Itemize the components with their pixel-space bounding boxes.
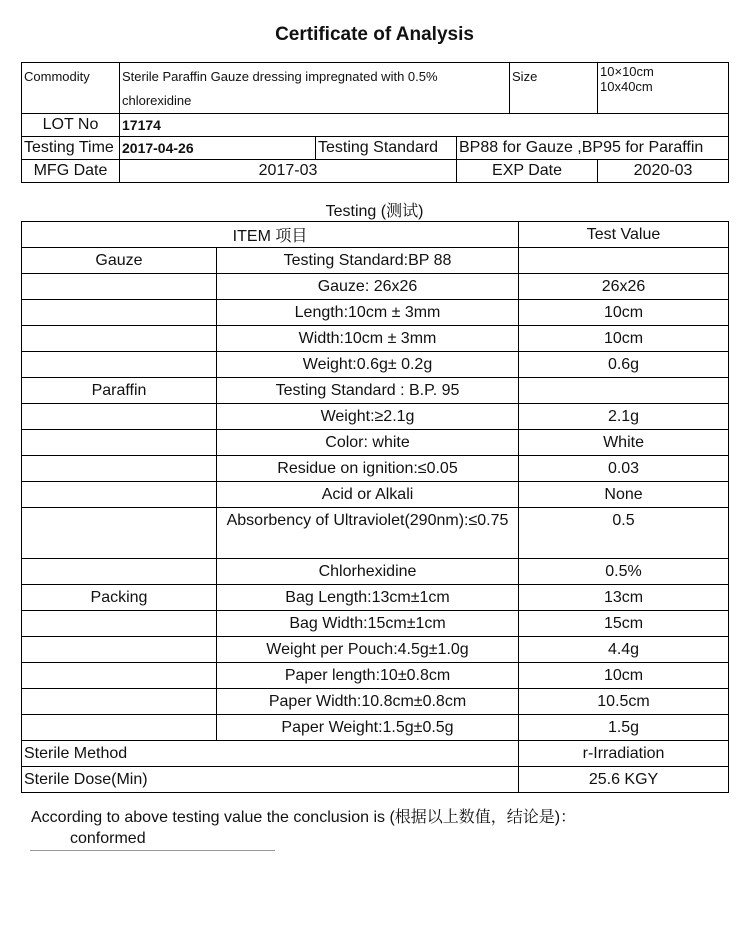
- size-label: Size: [510, 63, 598, 114]
- table-row: [22, 559, 729, 585]
- row-item-cell: Weight:≥2.1g: [217, 404, 519, 430]
- row-item-cell: Acid or Alkali: [217, 482, 519, 508]
- table-row: [22, 300, 729, 326]
- row-value-cell: 13cm: [519, 585, 729, 611]
- row-value-cell: 15cm: [519, 611, 729, 637]
- row-group-cell: [22, 637, 217, 663]
- row-item-cell: Testing Standard:BP 88: [217, 248, 519, 274]
- row-group-cell: Paraffin: [22, 378, 217, 404]
- row-item-cell: Color: white: [217, 430, 519, 456]
- row-value-cell: 0.6g: [519, 352, 729, 378]
- sterile-dose-label: Sterile Dose(Min): [22, 767, 519, 793]
- row-item-cell: Absorbency of Ultraviolet(290nm):≤0.75: [217, 508, 519, 559]
- row-value-cell: 2.1g: [519, 404, 729, 430]
- lot-value: 17174: [120, 114, 729, 137]
- row-value-cell: 10cm: [519, 326, 729, 352]
- testing-heading: Testing (测试): [325, 203, 424, 220]
- row-item-cell: Length:10cm ± 3mm: [217, 300, 519, 326]
- testing-time-value: 2017-04-26: [120, 137, 316, 160]
- testing-standard-label: Testing Standard: [316, 137, 457, 160]
- table-row: [22, 637, 729, 663]
- row-item-cell: Gauze: 26x26: [217, 274, 519, 300]
- row-item-cell: Paper Width:10.8cm±0.8cm: [217, 689, 519, 715]
- row-group-cell: [22, 430, 217, 456]
- table-row: [22, 663, 729, 689]
- mfg-date-value: 2017-03: [120, 160, 457, 183]
- row-item-cell: Paper Weight:1.5g±0.5g: [217, 715, 519, 741]
- table-row: [22, 715, 729, 741]
- row-group-cell: [22, 274, 217, 300]
- size-value-2: 10x40cm: [600, 79, 653, 94]
- table-row: [22, 378, 729, 404]
- table-row: [22, 430, 729, 456]
- row-item-cell: Width:10cm ± 3mm: [217, 326, 519, 352]
- row-item-cell: Weight per Pouch:4.5g±1.0g: [217, 637, 519, 663]
- table-row: [22, 456, 729, 482]
- row-value-cell: [519, 378, 729, 404]
- row-value-cell: [519, 248, 729, 274]
- document-title: Certificate of Analysis: [275, 24, 474, 45]
- row-group-cell: [22, 508, 217, 559]
- table-row: [22, 689, 729, 715]
- row-value-cell: 26x26: [519, 274, 729, 300]
- row-group-cell: [22, 559, 217, 585]
- row-value-cell: None: [519, 482, 729, 508]
- row-item-cell: Testing Standard : B.P. 95: [217, 378, 519, 404]
- row-group-cell: [22, 326, 217, 352]
- table-row: [22, 404, 729, 430]
- table-row: [22, 352, 729, 378]
- row-value-cell: 1.5g: [519, 715, 729, 741]
- commodity-label: Commodity: [22, 63, 120, 114]
- mfg-date-label: MFG Date: [22, 160, 120, 183]
- row-group-cell: [22, 404, 217, 430]
- conclusion-statement: According to above testing value the conclusion is (根据以上数值，结论是)：: [31, 809, 577, 826]
- row-group-cell: [22, 663, 217, 689]
- row-group-cell: Packing: [22, 585, 217, 611]
- row-item-cell: Residue on ignition:≤0.05: [217, 456, 519, 482]
- row-value-cell: 10.5cm: [519, 689, 729, 715]
- commodity-value: Sterile Paraffin Gauze dressing impregnated with 0.5% chlorexidine: [120, 63, 510, 114]
- row-item-cell: Bag Length:13cm±1cm: [217, 585, 519, 611]
- size-value-1: 10×10cm: [600, 64, 654, 79]
- row-group-cell: [22, 482, 217, 508]
- row-value-cell: 4.4g: [519, 637, 729, 663]
- test-results-table: [21, 221, 729, 793]
- exp-date-label: EXP Date: [457, 160, 598, 183]
- sterile-dose-value: 25.6 KGY: [519, 767, 729, 793]
- lot-label: LOT No: [22, 114, 120, 137]
- exp-date-value: 2020-03: [598, 160, 729, 183]
- item-column-header: ITEM 项目: [22, 222, 519, 248]
- testing-time-label: Testing Time: [22, 137, 120, 160]
- row-value-cell: 0.5%: [519, 559, 729, 585]
- product-info-table: [21, 62, 729, 183]
- table-row: [22, 248, 729, 274]
- table-row: [22, 482, 729, 508]
- row-group-cell: [22, 300, 217, 326]
- row-value-cell: 10cm: [519, 663, 729, 689]
- row-value-cell: 10cm: [519, 300, 729, 326]
- row-group-cell: [22, 352, 217, 378]
- row-item-cell: Chlorhexidine: [217, 559, 519, 585]
- row-value-cell: 0.03: [519, 456, 729, 482]
- table-row: [22, 274, 729, 300]
- table-row: [22, 326, 729, 352]
- row-item-cell: Bag Width:15cm±1cm: [217, 611, 519, 637]
- size-value: [598, 63, 729, 114]
- row-value-cell: White: [519, 430, 729, 456]
- result-underline: [30, 850, 275, 851]
- sterile-method-value: r-Irradiation: [519, 741, 729, 767]
- row-group-cell: [22, 611, 217, 637]
- row-group-cell: [22, 456, 217, 482]
- row-value-cell: 0.5: [519, 508, 729, 559]
- testing-standard-value: BP88 for Gauze ,BP95 for Paraffin: [457, 137, 729, 160]
- conclusion-result: conformed: [70, 830, 146, 847]
- table-row: [22, 508, 729, 559]
- row-group-cell: [22, 689, 217, 715]
- table-row: [22, 611, 729, 637]
- row-group-cell: Gauze: [22, 248, 217, 274]
- table-row: [22, 585, 729, 611]
- row-item-cell: Weight:0.6g± 0.2g: [217, 352, 519, 378]
- sterile-method-label: Sterile Method: [22, 741, 519, 767]
- row-group-cell: [22, 715, 217, 741]
- test-value-column-header: Test Value: [519, 222, 729, 248]
- row-item-cell: Paper length:10±0.8cm: [217, 663, 519, 689]
